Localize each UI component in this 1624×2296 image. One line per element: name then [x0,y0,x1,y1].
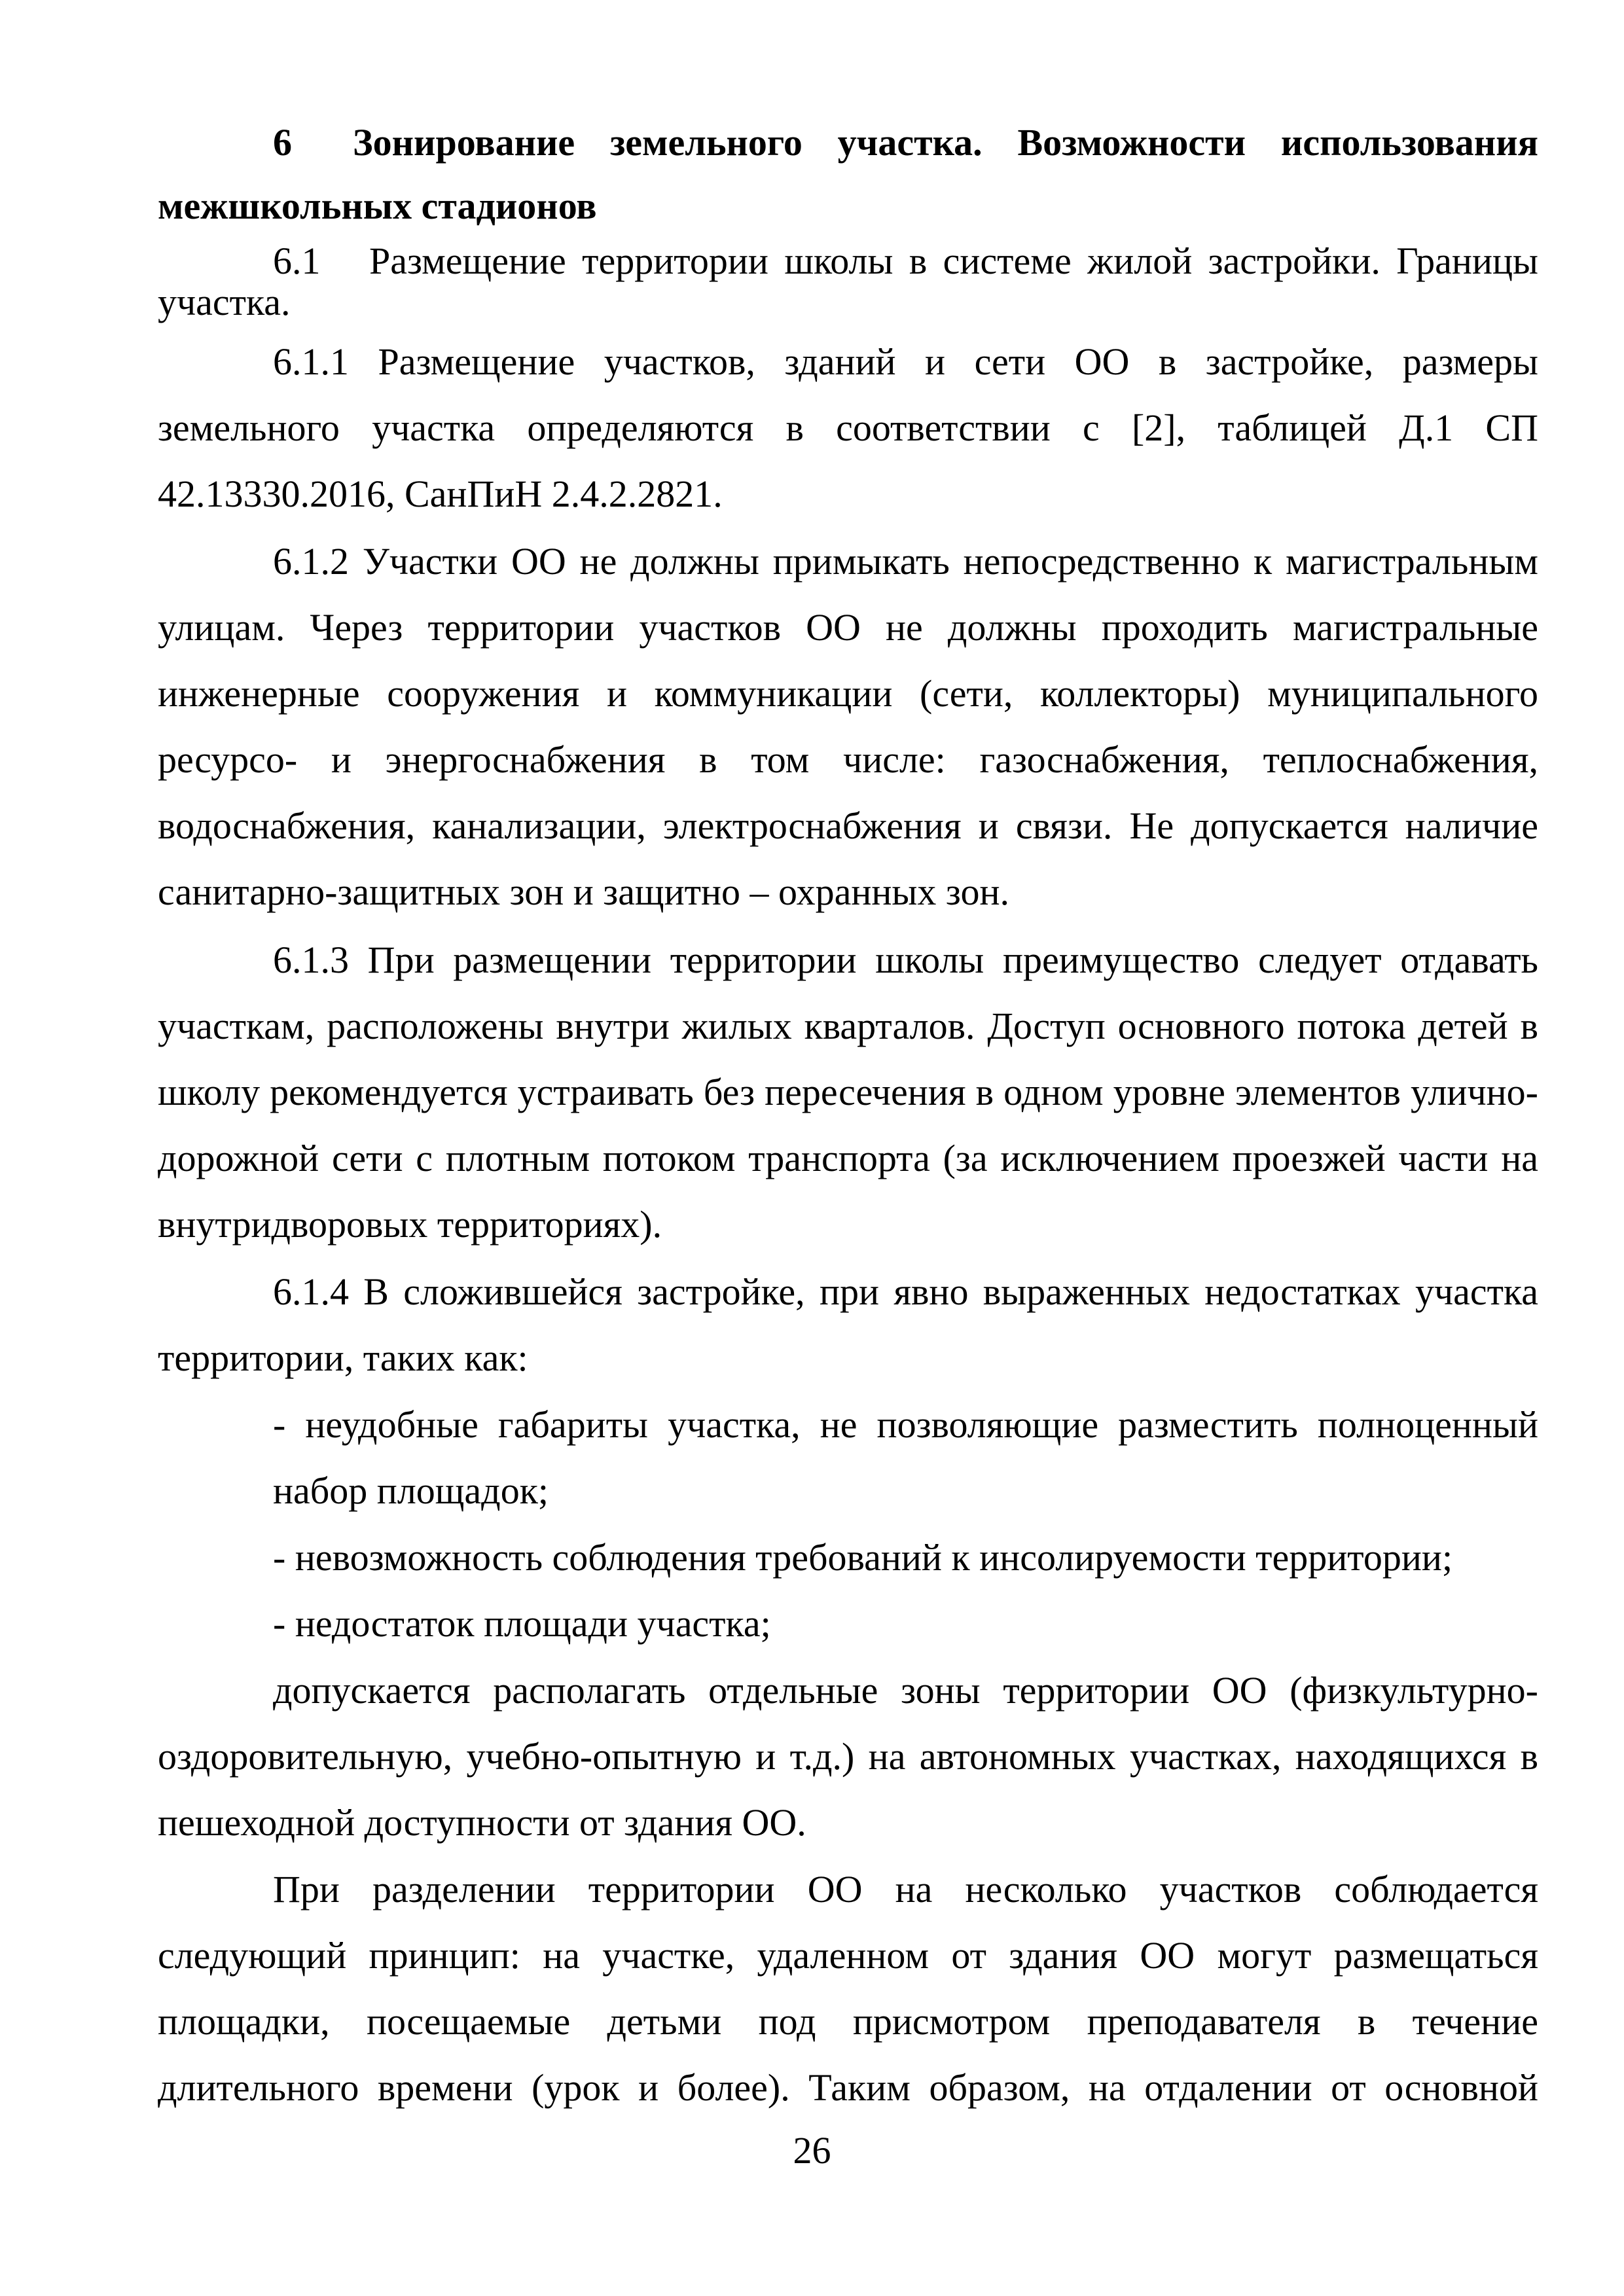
section-heading [158,111,1538,238]
paragraph-6-1-3: 6.1.3 При размещении территории школы преимущество следует отдавать участкам, расположены внутри жилых кварталов. Доступ основного потока детей в школу рекомендуется устраивать без пересечения в одном уровне элементов улично-дорожной сети с плотным потоком транспорта (за исключением проезжей части на внутридворовых территориях). [158,939,1538,1246]
paragraph-6-1-4: 6.1.4 В сложившейся застройке, при явно выраженных недостатках участка территории, таких как: [158,1270,1538,1379]
section-number: 6 [273,121,292,164]
section-title: Зонирование земельного участка. Возможности использования межшкольных стадионов [158,121,1538,227]
list-item: - неудобные габариты участка, не позволяющие разместить полноценный набор площадок; [273,1403,1538,1512]
paragraph-6-1-2: 6.1.2 Участки ОО не должны примыкать непосредственно к магистральным улицам. Через территории участков ОО не должны проходить магистральные инженерные сооружения и коммуникации (сети, коллекторы) муниципального ресурсо- и энергоснабжения в том числе: газоснабжения, теплоснабжения, водоснабжения, канализации, электроснабжения и связи. Не допускается наличие санитарно-защитных зон и защитно – охранных зон. [158,540,1538,913]
paragraph-allowed: допускается располагать отдельные зоны территории ОО (физкультурно-оздоровительную, учебно-опытную и т.д.) на автономных участках, находящихся в пешеходной доступности от здания ОО. [158,1669,1538,1844]
list-item: - недостаток площади участка; [273,1602,771,1645]
subsection-number: 6.1 [273,240,321,282]
page-number: 26 [793,2129,831,2172]
paragraph-6-1-1: 6.1.1 Размещение участков, зданий и сети ОО в застройке, размеры земельного участка определяются в соответствии с [2], таблицей Д.1 СП 42.13330.2016, СанПиН 2.4.2.2821. [158,340,1538,515]
subsection-title: Размещение территории школы в системе жилой застройки. Границы участка. [158,240,1538,323]
list-item: - невозможность соблюдения требований к инсолируемости территории; [273,1536,1453,1579]
subsection-heading [158,240,1538,323]
paragraph-division: При разделении территории ОО на несколько участков соблюдается следующий принцип: на участке, удаленном от здания ОО могут размещаться площадки, посещаемые детьми под присмотром преподавателя в течение длительного времени (урок и более). Таким образом, на отдалении от основной [158,1868,1538,2109]
